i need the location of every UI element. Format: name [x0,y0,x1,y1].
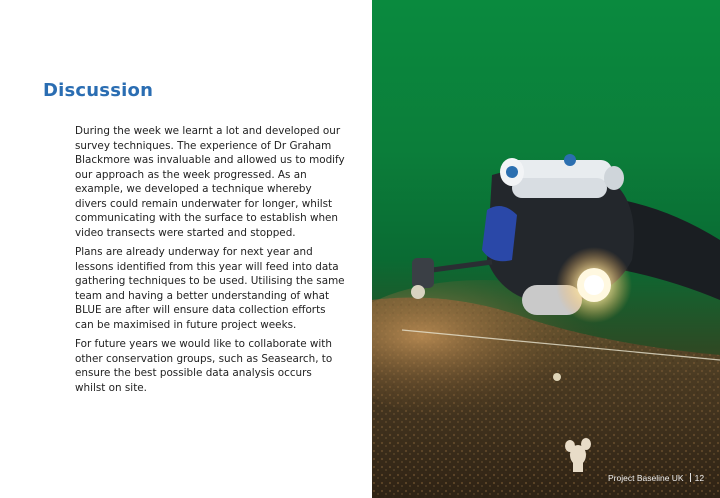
paragraph-1: During the week we learnt a lot and developed our survey techniques. The experience of Dr Graham Blackmore was invaluable and allowed us to modify our approach as the week progressed. As an example, we developed a technique whereby divers could remain underwater for longer, whilst communicating with the surface to establish when video transects were started and stopped. [75,125,345,239]
diver-illustration [372,0,720,498]
footer-divider [690,473,691,482]
body-text [75,124,345,400]
section-heading: Discussion [43,80,154,101]
page-footer [608,473,704,483]
page-number: 12 [694,473,705,483]
footer-project: Project Baseline UK [608,473,684,483]
diver-photo [372,0,720,498]
paragraph-2: Plans are already underway for next year and lessons identified from this year will feed into data gathering techniques to be used. Utilising the same team and having a better understanding of what BLUE are after will ensure data collection efforts can be maximised in future project weeks. [75,246,345,331]
paragraph-3: For future years we would like to collaborate with other conservation groups, such as Seasearch, to ensure the best possible data analysis occurs whilst on site. [75,338,333,394]
